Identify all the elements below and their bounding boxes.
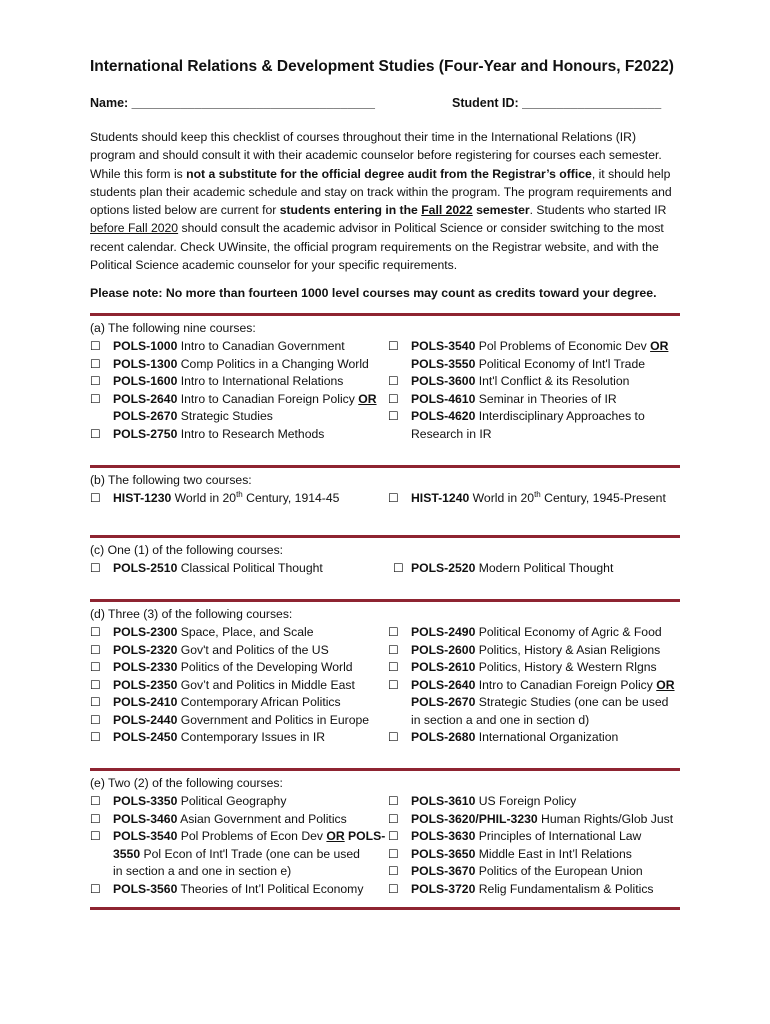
section-e-right	[388, 793, 688, 898]
checkbox[interactable]: ☐	[90, 625, 101, 639]
course-item[interactable]: ☐ POLS-2350 Gov’t and Politics in Middle East	[90, 677, 390, 695]
course-item[interactable]: ☐ POLS-2750 Intro to Research Methods	[90, 426, 390, 444]
section-c-label: (c) One (1) of the following courses:	[90, 543, 284, 557]
checkbox[interactable]: ☐	[90, 374, 101, 388]
section-a-left	[90, 338, 390, 443]
checkbox[interactable]: ☐	[90, 677, 101, 692]
section-divider	[90, 768, 680, 771]
checkbox[interactable]: ☐	[388, 730, 399, 744]
checkbox[interactable]: ☐	[90, 642, 101, 657]
section-d-label: (d) Three (3) of the following courses:	[90, 607, 293, 621]
section-divider	[90, 313, 680, 316]
course-item[interactable]: ☐ POLS-3630 Principles of International Law	[388, 828, 688, 846]
course-item[interactable]: ☐ POLS-2640 Intro to Canadian Foreign Policy OR POLS-2670 Strategic Studies	[90, 391, 377, 423]
section-d-left	[90, 624, 390, 747]
course-item[interactable]: ☐ POLS-2600 Politics, History & Asian Religions	[388, 642, 688, 660]
course-item[interactable]: ☐ POLS-3560 Theories of Int’l Political Economy	[90, 881, 390, 899]
checkbox[interactable]: ☐	[90, 794, 101, 808]
student-id-field[interactable]: Student ID: ____________________	[452, 96, 662, 110]
checkbox[interactable]: ☐	[388, 409, 399, 423]
course-item[interactable]: ☐ POLS-1000 Intro to Canadian Government	[90, 338, 390, 356]
checkbox[interactable]: ☐	[90, 811, 101, 826]
course-item[interactable]: ☐ POLS-1300 Comp Politics in a Changing World	[90, 356, 390, 374]
section-a-right	[388, 338, 688, 443]
course-item[interactable]: ☐ POLS-2320 Gov't and Politics of the US	[90, 642, 390, 660]
section-b-label: (b) The following two courses:	[90, 473, 252, 487]
course-item[interactable]: ☐ POLS-2440 Government and Politics in Europe	[90, 712, 390, 730]
course-item[interactable]: ☐ POLS-3350 Political Geography	[90, 793, 390, 811]
course-item[interactable]: ☐ POLS-2520 Modern Political Thought	[393, 560, 693, 578]
course-item[interactable]: ☐ POLS-3620/PHIL-3230 Human Rights/Glob Just	[388, 811, 688, 829]
checkbox[interactable]: ☐	[388, 811, 399, 826]
course-item[interactable]: ☐ HIST-1230 World in 20th Century, 1914-45	[90, 490, 390, 508]
course-item[interactable]: ☐ POLS-3540 Pol Problems of Economic Dev OR POLS-3550 Political Economy of Int'l Trade	[388, 339, 669, 371]
course-item[interactable]: ☐ POLS-3720 Relig Fundamentalism & Politics	[388, 881, 688, 899]
section-divider	[90, 465, 680, 468]
course-item[interactable]: ☐ POLS-3540 Pol Problems of Econ Dev OR POLS- 3550 Pol Econ of Int'l Trade (one can be used in section a and one in section e)	[90, 829, 386, 878]
checkbox[interactable]: ☐	[388, 829, 399, 843]
course-item[interactable]: ☐ HIST-1240 World in 20th Century, 1945-Present	[388, 490, 693, 508]
course-item[interactable]: ☐ POLS-2680 International Organization	[388, 729, 688, 747]
intro-paragraph: Students should keep this checklist of courses throughout their time in the International Relations (IR) program and should consult it with their academic counselor before registering for courses each semester. While this form is not a substitute for the official degree audit from the Registrar’s office, it should help students plan their academic schedule and stay on track within the program. The program requirements and options listed below are current for students entering in the Fall 2022 semester. Students who started IR before Fall 2020 should consult the academic advisor in Political Science or consider switching to the most recent calendar. Check UWinsite, the official program requirements on the Registrar website, and with the Political Science academic counselor for your specific requirements.	[90, 130, 672, 273]
checkbox[interactable]: ☐	[388, 794, 399, 808]
course-item[interactable]: ☐ POLS-3600 Int'l Conflict & its Resolution	[388, 373, 688, 391]
before-fall-2020: before Fall 2020	[90, 221, 179, 236]
course-item[interactable]: ☐ POLS-2330 Politics of the Developing World	[90, 659, 390, 677]
checkbox[interactable]: ☐	[388, 391, 399, 406]
course-item[interactable]: ☐ POLS-2450 Contemporary Issues in IR	[90, 729, 390, 747]
section-e-label: (e) Two (2) of the following courses:	[90, 776, 283, 790]
section-b-left	[90, 490, 390, 508]
checkbox[interactable]: ☐	[90, 391, 101, 406]
section-divider	[90, 599, 680, 602]
section-divider	[90, 535, 680, 538]
intro-bold-registrar: not a substitute for the official degree audit from the Registrar’s office	[186, 166, 592, 181]
checkbox[interactable]: ☐	[388, 660, 399, 674]
checkbox[interactable]: ☐	[388, 339, 399, 353]
course-item[interactable]: ☐ POLS-2640 Intro to Canadian Foreign Policy OR POLS-2670 Strategic Studies (one can be used in section a and one in section d)	[388, 677, 675, 727]
section-c-left	[90, 560, 390, 578]
checkbox[interactable]: ☐	[90, 712, 101, 727]
checkbox[interactable]: ☐	[90, 881, 101, 896]
checkbox[interactable]: ☐	[90, 356, 101, 371]
course-item[interactable]: ☐ POLS-3610 US Foreign Policy	[388, 793, 688, 811]
document-title: International Relations & Development Studies (Four-Year and Honours, F2022)	[90, 58, 674, 75]
checkbox[interactable]: ☐	[90, 339, 101, 353]
course-item[interactable]: ☐ POLS-3670 Politics of the European Union	[388, 863, 688, 881]
section-d-right	[388, 624, 688, 747]
checkbox[interactable]: ☐	[90, 491, 101, 505]
section-c-right	[393, 560, 693, 578]
checkbox[interactable]: ☐	[90, 660, 101, 674]
checkbox[interactable]: ☐	[90, 695, 101, 709]
fall-2022-term: Fall 2022	[421, 203, 473, 218]
checkbox[interactable]: ☐	[388, 864, 399, 878]
course-item[interactable]: ☐ POLS-4620 Interdisciplinary Approaches to Research in IR	[388, 409, 645, 441]
name-field[interactable]: Name: ___________________________________	[90, 96, 375, 110]
section-b-right	[388, 490, 693, 508]
course-item[interactable]: ☐ POLS-2610 Politics, History & Western Rlgns	[388, 659, 688, 677]
checkbox[interactable]: ☐	[388, 491, 399, 505]
section-e-left	[90, 793, 390, 898]
checkbox[interactable]: ☐	[388, 642, 399, 657]
course-item[interactable]: ☐ POLS-2490 Political Economy of Agric & Food	[388, 624, 688, 642]
checkbox[interactable]: ☐	[393, 561, 404, 575]
section-divider	[90, 907, 680, 910]
checkbox[interactable]: ☐	[90, 730, 101, 744]
course-item[interactable]: ☐ POLS-2300 Space, Place, and Scale	[90, 624, 390, 642]
section-a-label: (a) The following nine courses:	[90, 321, 256, 335]
checkbox[interactable]: ☐	[90, 829, 101, 843]
checkbox[interactable]: ☐	[90, 426, 101, 441]
checkbox[interactable]: ☐	[388, 881, 399, 896]
course-item[interactable]: ☐ POLS-4610 Seminar in Theories of IR	[388, 391, 688, 409]
course-item[interactable]: ☐ POLS-1600 Intro to International Relations	[90, 373, 390, 391]
course-item[interactable]: ☐ POLS-3650 Middle East in Int’l Relations	[388, 846, 688, 864]
checkbox[interactable]: ☐	[388, 374, 399, 388]
level-limit-note: Please note: No more than fourteen 1000 level courses may count as credits toward your degree.	[90, 286, 657, 300]
course-item[interactable]: ☐ POLS-2510 Classical Political Thought	[90, 560, 390, 578]
course-item[interactable]: ☐ POLS-2410 Contemporary African Politics	[90, 694, 390, 712]
checkbox[interactable]: ☐	[388, 625, 399, 639]
checkbox[interactable]: ☐	[90, 561, 101, 575]
course-item[interactable]: ☐ POLS-3460 Asian Government and Politics	[90, 811, 390, 829]
checkbox[interactable]: ☐	[388, 677, 399, 692]
checkbox[interactable]: ☐	[388, 846, 399, 861]
